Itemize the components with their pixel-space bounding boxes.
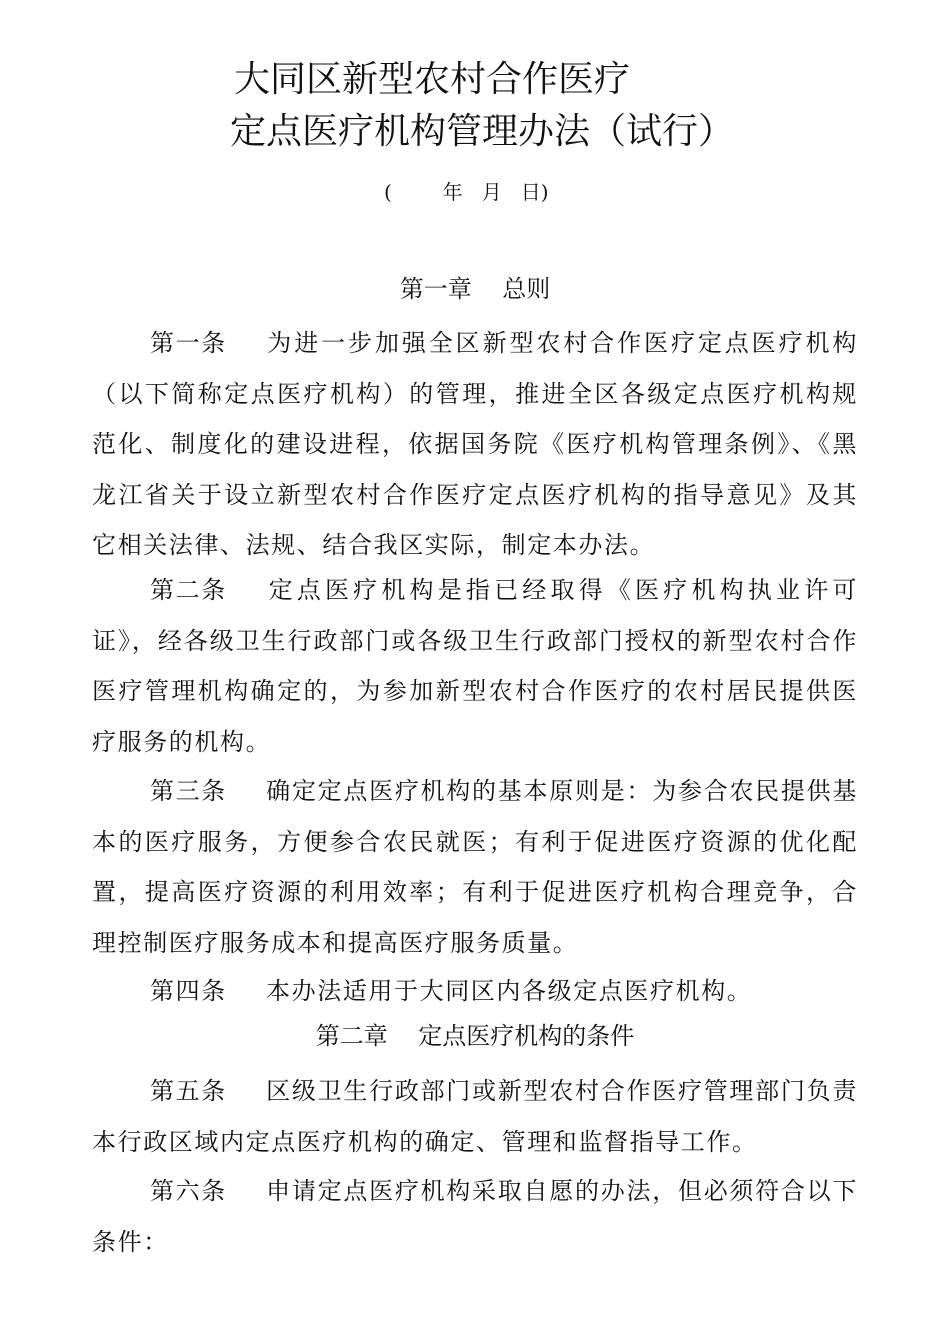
- article-6-number: 第六条: [150, 1177, 227, 1205]
- chapter-1-heading: 第一章 总则: [399, 275, 551, 303]
- article-1-text: 为进一步加强全区新型农村合作医疗定点医疗机构（以下简称定点医疗机构）的管理，推进全区各级定点医疗机构规范化、制度化的建设进程，依据国务院《医疗机构管理条例》、《黑龙江省关于设立新型农村合作医疗定点医疗机构的指导意见》及其它相关法律、法规、结合我区实际，制定本办法。: [92, 329, 858, 559]
- article-2: [92, 565, 858, 767]
- article-1-number: 第一条: [150, 329, 227, 357]
- article-3-text: 确定定点医疗机构的基本原则是：为参合农民提供基本的医疗服务，方便参合农民就医；有利于促进医疗资源的优化配置，提高医疗资源的利用效率；有利于促进医疗机构合理竞争，合理控制医疗服务成本和提高医疗服务质量。: [92, 777, 858, 957]
- article-4: [92, 966, 858, 1017]
- article-4-text: 本办法适用于大同区内各级定点医疗机构。: [266, 977, 753, 1005]
- article-6-text: 申请定点医疗机构采取自愿的办法，但必须符合以下条件：: [92, 1177, 858, 1256]
- article-3-number: 第三条: [150, 777, 227, 805]
- article-1: [92, 318, 858, 571]
- article-5: [92, 1066, 858, 1167]
- article-3: [92, 766, 858, 968]
- document-title-line2: 定点医疗机构管理办法（试行）: [230, 111, 735, 152]
- document-date-line: ( 年 月 日): [384, 180, 549, 204]
- document-title-line1: 大同区新型农村合作医疗: [234, 59, 631, 100]
- article-2-number: 第二条: [150, 576, 227, 604]
- article-6: [92, 1166, 858, 1267]
- article-4-number: 第四条: [150, 977, 227, 1005]
- article-5-text: 区级卫生行政部门或新型农村合作医疗管理部门负责本行政区域内定点医疗机构的确定、管理和监督指导工作。: [92, 1077, 858, 1156]
- article-2-text: 定点医疗机构是指已经取得《医疗机构执业许可证》，经各级卫生行政部门或各级卫生行政部门授权的新型农村合作医疗管理机构确定的，为参加新型农村合作医疗的农村居民提供医疗服务的机构。: [92, 576, 858, 756]
- chapter-2-heading: 第二章 定点医疗机构的条件: [315, 1022, 635, 1050]
- article-5-number: 第五条: [150, 1077, 227, 1105]
